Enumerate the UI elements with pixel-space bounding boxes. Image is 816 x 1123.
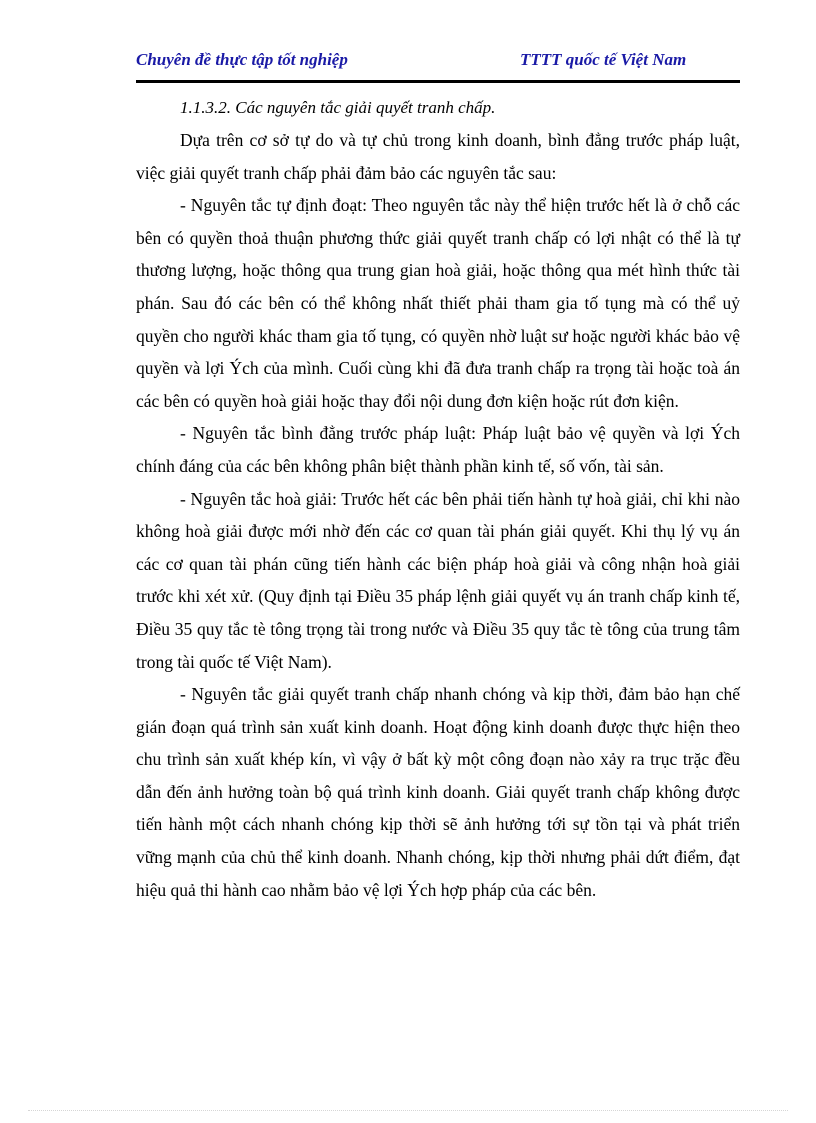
- page-bottom-border: [28, 1110, 788, 1111]
- document-body: [136, 92, 740, 906]
- paragraph-intro: Dựa trên cơ sở tự do và tự chủ trong kinh doanh, bình đẳng trước pháp luật, việc giải quyết tranh chấp phải đảm bảo các nguyên tắc sau:: [136, 130, 740, 183]
- paragraph-self-determination: - Nguyên tắc tự định đoạt: Theo nguyên tắc này thể hiện trước hết là ở chỗ các bên có quyền thoả thuận phương thức giải quyết tranh chấp có lợi nhật có thể là tự thương lượng, hoặc thông qua trung gian hoà giải, hoặc thông qua mét hình thức tài phán. Sau đó các bên có thể không nhất thiết phải tham gia tố tụng mà có thể uỷ quyền cho người khác tham gia tố tụng, có quyền nhờ luật sư hoặc người khác bảo vệ quyền và lợi Ých của mình. Cuối cùng khi đã đưa tranh chấp ra trọng tài hoặc toà án các bên có quyền hoà giải hoặc thay đổi nội dung đơn kiện hoặc rút đơn kiện.: [136, 195, 740, 411]
- paragraph-equality: - Nguyên tắc bình đẳng trước pháp luật: Pháp luật bảo vệ quyền và lợi Ých chính đáng của các bên không phân biệt thành phần kinh tế, số vốn, tài sản.: [136, 423, 740, 476]
- section-heading: 1.1.3.2. Các nguyên tắc giải quyết tranh chấp.: [180, 98, 496, 117]
- header-document-title: Chuyên đề thực tập tốt nghiệp: [136, 50, 348, 69]
- header-divider: [136, 80, 740, 83]
- page-header: [136, 46, 740, 82]
- paragraph-timeliness: - Nguyên tắc giải quyết tranh chấp nhanh chóng và kịp thời, đảm bảo hạn chế gián đoạn quá trình sản xuất kinh doanh. Hoạt động kinh doanh được thực hiện theo chu trình sản xuất khép kín, vì vậy ở bất kỳ một công đoạn nào xảy ra trục trặc đều dẫn đến ảnh hưởng toàn bộ quá trình kinh doanh. Giải quyết tranh chấp không được tiến hành một cách nhanh chóng kịp thời sẽ ảnh hưởng tới sự tồn tại và phát triển vững mạnh của chủ thể kinh doanh. Nhanh chóng, kịp thời nhưng phải dứt điểm, đạt hiệu quả thi hành cao nhằm bảo vệ lợi Ých hợp pháp của các bên.: [136, 684, 740, 900]
- paragraph-conciliation: - Nguyên tắc hoà giải: Trước hết các bên phải tiến hành tự hoà giải, chỉ khi nào không hoà giải được mới nhờ đến các cơ quan tài phán giải quyết. Khi thụ lý vụ án các cơ quan tài phán cũng tiến hành các biện pháp hoà giải và công nhận hoà giải trước khi xét xử. (Quy định tại Điều 35 pháp lệnh giải quyết vụ án tranh chấp kinh tế, Điều 35 quy tắc tè tông trọng tài trong nước và Điều 35 quy tắc tè tông của trung tâm trong tài quốc tế Việt Nam).: [136, 488, 740, 672]
- header-organization: TTTT quốc tế Việt Nam: [520, 50, 687, 69]
